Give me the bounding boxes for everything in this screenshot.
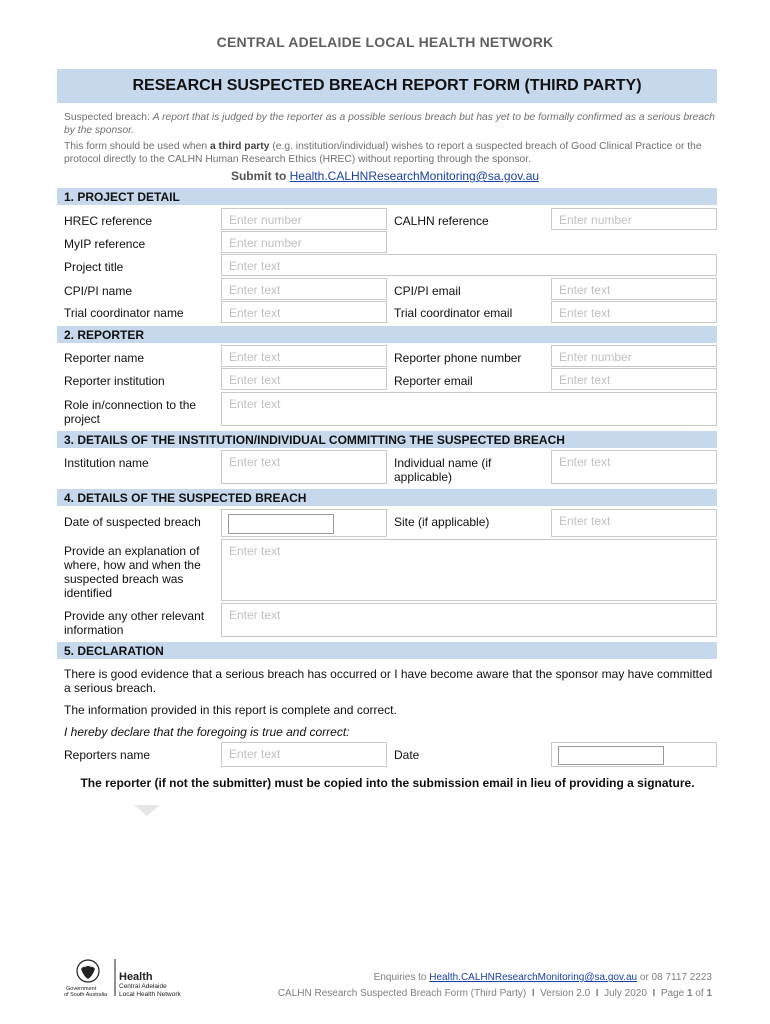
breach-explanation-input[interactable]: Enter text — [221, 539, 717, 601]
site-label: Site (if applicable) — [394, 515, 490, 529]
form-title-bar — [57, 69, 717, 103]
other-info-input[interactable]: Enter text — [221, 603, 717, 637]
svg-text:of South Australia: of South Australia — [64, 992, 108, 998]
trial-coordinator-email-input[interactable]: Enter text — [551, 301, 717, 323]
cpi-name-label: CPI/PI name — [64, 284, 133, 298]
section-reporter: 2. REPORTER — [57, 326, 717, 343]
reporter-role-input[interactable]: Enter text — [221, 392, 717, 426]
declaration-date-picker[interactable] — [558, 746, 664, 765]
organisation-name: CENTRAL ADELAIDE LOCAL HEALTH NETWORK — [216, 34, 554, 50]
sa-health-logo — [64, 958, 189, 1005]
other-info-label: Provide any other relevant information — [64, 609, 205, 637]
trial-coordinator-name-label: Trial coordinator name — [64, 306, 184, 320]
reporter-email-input[interactable]: Enter text — [551, 368, 717, 390]
trial-coordinator-email-label: Trial coordinator email — [394, 306, 513, 320]
institution-name-input[interactable]: Enter text — [221, 450, 387, 484]
declaration-statement-3: I hereby declare that the foregoing is true and correct: — [64, 725, 350, 739]
project-title-input[interactable]: Enter text — [221, 254, 717, 276]
myip-reference-input[interactable]: Enter number — [221, 231, 387, 253]
reporters-name-input[interactable]: Enter text — [221, 742, 387, 767]
cpi-email-label: CPI/PI email — [394, 284, 461, 298]
reporter-name-label: Reporter name — [64, 351, 145, 365]
myip-reference-label: MyIP reference — [64, 237, 146, 251]
section-breach-details: 4. DETAILS OF THE SUSPECTED BREACH — [57, 489, 717, 506]
declaration-date-label: Date — [394, 748, 420, 762]
trial-coordinator-name-input[interactable]: Enter text — [221, 301, 387, 323]
breach-date-label: Date of suspected breach — [64, 515, 201, 529]
reporter-email-label: Reporter email — [394, 374, 473, 388]
breach-explanation-label: Provide an explanation of where, how and when the suspected breach was identified — [64, 544, 201, 600]
section-institution-details: 3. DETAILS OF THE INSTITUTION/INDIVIDUAL COMMITTING THE SUSPECTED BREACH — [57, 431, 717, 448]
footer-email-link[interactable]: Health.CALHNResearchMonitoring@sa.gov.au — [429, 972, 638, 983]
declaration-statement-1: There is good evidence that a serious breach has occurred or I have become aware that the sponsor may have committed a serious breach. — [64, 667, 713, 695]
form-title: RESEARCH SUSPECTED BREACH REPORT FORM (THIRD PARTY) — [132, 77, 642, 94]
individual-name-label: Individual name (if applicable) — [394, 456, 492, 484]
reporter-phone-label: Reporter phone number — [394, 351, 522, 365]
intro-definition: Suspected breach: A report that is judged by the reporter as a possible serious breach but has yet to be formally confirmed as a serious breach by the sponsor. — [64, 112, 715, 136]
calhn-reference-input[interactable]: Enter number — [551, 208, 717, 230]
signature-note: The reporter (if not the submitter) must be copied into the submission email in lieu of providing a signature. — [80, 776, 695, 790]
breach-date-picker[interactable] — [228, 514, 334, 534]
breach-date-cell — [221, 509, 387, 537]
hrec-reference-input[interactable]: Enter number — [221, 208, 387, 230]
site-input[interactable]: Enter text — [551, 509, 717, 537]
project-title-label: Project title — [64, 260, 124, 274]
reporter-name-input[interactable]: Enter text — [221, 345, 387, 367]
scroll-arrow-icon — [134, 805, 160, 816]
cpi-name-input[interactable]: Enter text — [221, 278, 387, 300]
submit-line: Submit to Health.CALHNResearchMonitoring@sa.gov.au — [230, 169, 540, 183]
declaration-statement-2: The information provided in this report is complete and correct. — [64, 703, 397, 717]
svg-text:Central Adelaide: Central Adelaide — [119, 983, 167, 990]
hrec-reference-label: HREC reference — [64, 214, 153, 228]
government-crest-icon — [64, 958, 189, 1000]
intro-usage: This form should be used when a third party (e.g. institution/individual) wishes to report a suspected breach of Good Clinical Practice or the protocol directly to the CALHN Human Research Ethics (HREC) without reporting through the sponsor. — [64, 141, 702, 165]
section-project-detail: 1. PROJECT DETAIL — [57, 188, 717, 205]
institution-name-label: Institution name — [64, 456, 149, 470]
individual-name-input[interactable]: Enter text — [551, 450, 717, 484]
footer-form-info: CALHN Research Suspected Breach Form (Third Party) I Version 2.0 I July 2020 I Page 1 of 1 — [277, 988, 712, 999]
section-declaration: 5. DECLARATION — [57, 642, 717, 659]
reporter-phone-input[interactable]: Enter number — [551, 345, 717, 367]
footer-enquiries: Enquiries to Health.CALHNResearchMonitoring@sa.gov.au or 08 7117 2223 — [373, 972, 712, 983]
reporter-institution-label: Reporter institution — [64, 374, 165, 388]
submit-email-link[interactable]: Health.CALHNResearchMonitoring@sa.gov.au — [289, 169, 540, 183]
calhn-reference-label: CALHN reference — [394, 214, 489, 228]
svg-text:Government: Government — [66, 986, 97, 992]
declaration-date-cell — [551, 742, 717, 767]
cpi-email-input[interactable]: Enter text — [551, 278, 717, 300]
reporter-institution-input[interactable]: Enter text — [221, 368, 387, 390]
reporters-name-label: Reporters name — [64, 748, 151, 762]
svg-text:Health: Health — [119, 971, 153, 983]
svg-text:Local Health Network: Local Health Network — [119, 991, 181, 998]
reporter-role-label: Role in/connection to the project — [64, 398, 197, 426]
